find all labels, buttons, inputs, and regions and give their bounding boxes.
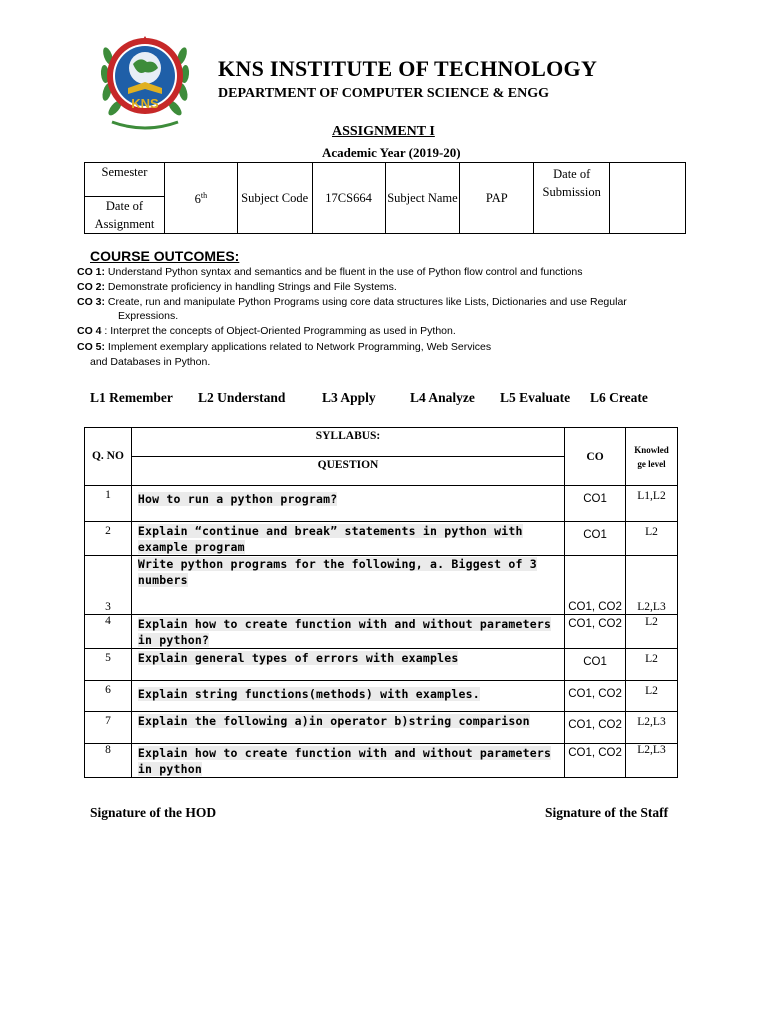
- level-label: L1 Remember: [90, 390, 173, 405]
- question-co: CO1, CO2: [565, 712, 626, 744]
- assignment-title: ASSIGNMENT I: [332, 124, 435, 139]
- question-level: L2: [626, 649, 678, 681]
- co-item: CO 5: Implement exemplary applications related to Network Programming, Web Services: [77, 341, 492, 353]
- header-knowledge-level: Knowled ge level: [626, 428, 678, 486]
- question-text: Explain “continue and break” statements in python with example program: [131, 522, 564, 556]
- level-label: L2 Understand: [198, 390, 286, 405]
- table-row: [85, 744, 678, 778]
- date-of-submission-value: [610, 163, 686, 234]
- signature-hod: Signature of the HOD: [90, 805, 217, 820]
- table-row: [85, 486, 678, 522]
- co-item: CO 3: Create, run and manipulate Python Programs using core data structures like Lists, Dictionaries and use Regular: [77, 296, 627, 308]
- question-text: Explain general types of errors with examples: [131, 649, 564, 681]
- header-question: QUESTION: [131, 457, 564, 486]
- date-of-assignment-label: Date of Assignment: [85, 197, 165, 234]
- table-row: [85, 649, 678, 681]
- question-co: CO1: [565, 486, 626, 522]
- table-row: [85, 712, 678, 744]
- subject-code-label: Subject Code: [237, 163, 312, 234]
- table-row: [85, 556, 678, 615]
- academic-year: Academic Year (2019-20): [322, 145, 461, 160]
- table-row: [85, 615, 678, 649]
- question-level: L2: [626, 615, 678, 649]
- co-item: CO 1: Understand Python syntax and semantics and be fluent in the use of Python flow control and functions: [77, 266, 583, 278]
- level-label: L5 Evaluate: [500, 390, 571, 405]
- question-text: Write python programs for the following, a. Biggest of 3 numbers: [131, 556, 564, 615]
- level-label: L3 Apply: [322, 390, 376, 405]
- question-number: 1: [85, 486, 132, 522]
- header-qno: Q. NO: [85, 428, 132, 486]
- subject-name-value: PAP: [460, 163, 534, 234]
- logo-text: KNS: [131, 96, 159, 111]
- question-number: 2: [85, 522, 132, 556]
- question-co: CO1, CO2: [565, 556, 626, 615]
- question-co: CO1, CO2: [565, 744, 626, 778]
- question-co: CO1, CO2: [565, 681, 626, 712]
- level-label: L4 Analyze: [410, 390, 475, 405]
- question-text: Explain string functions(methods) with examples.: [131, 681, 564, 712]
- question-level: L1,L2: [626, 486, 678, 522]
- subject-code-value: 17CS664: [312, 163, 385, 234]
- institute-name: KNS INSTITUTE OF TECHNOLOGY: [218, 56, 598, 81]
- question-level: L2,L3: [626, 744, 678, 778]
- question-level: L2: [626, 681, 678, 712]
- semester-label: Semester: [85, 163, 165, 197]
- question-text: Explain how to create function with and without parameters in python: [131, 744, 564, 778]
- header-co: CO: [565, 428, 626, 486]
- date-of-submission-label: Date of Submission: [534, 163, 610, 234]
- question-level: L2,L3: [626, 556, 678, 615]
- table-row: [85, 522, 678, 556]
- department-name: DEPARTMENT OF COMPUTER SCIENCE & ENGG: [218, 86, 549, 101]
- assignment-info-table: [84, 162, 686, 234]
- header-syllabus: SYLLABUS:: [131, 428, 564, 457]
- level-label: L6 Create: [590, 390, 648, 405]
- signature-staff: Signature of the Staff: [545, 805, 669, 820]
- question-number: 3: [85, 556, 132, 615]
- question-co: CO1: [565, 522, 626, 556]
- co-item: CO 2: Demonstrate proficiency in handling Strings and File Systems.: [77, 281, 397, 293]
- question-number: 4: [85, 615, 132, 649]
- subject-name-label: Subject Name: [385, 163, 460, 234]
- co-item-continuation: Expressions.: [118, 310, 179, 322]
- question-co: CO1: [565, 649, 626, 681]
- co-item: CO 4 : Interpret the concepts of Object-Oriented Programming as used in Python.: [77, 325, 456, 337]
- question-number: 8: [85, 744, 132, 778]
- question-text: Explain the following a)in operator b)string comparison: [131, 712, 564, 744]
- co-item-continuation: and Databases in Python.: [90, 356, 211, 368]
- table-row: [85, 681, 678, 712]
- question-number: 7: [85, 712, 132, 744]
- semester-value: 6th: [164, 163, 237, 234]
- question-text: Explain how to create function with and without parameters in python?: [131, 615, 564, 649]
- institute-logo: [100, 26, 190, 130]
- question-co: CO1, CO2: [565, 615, 626, 649]
- course-outcomes-heading: COURSE OUTCOMES:: [90, 248, 240, 264]
- question-number: 5: [85, 649, 132, 681]
- question-level: L2,L3: [626, 712, 678, 744]
- questions-table: [84, 427, 678, 778]
- question-text: How to run a python program?: [131, 486, 564, 522]
- question-level: L2: [626, 522, 678, 556]
- question-number: 6: [85, 681, 132, 712]
